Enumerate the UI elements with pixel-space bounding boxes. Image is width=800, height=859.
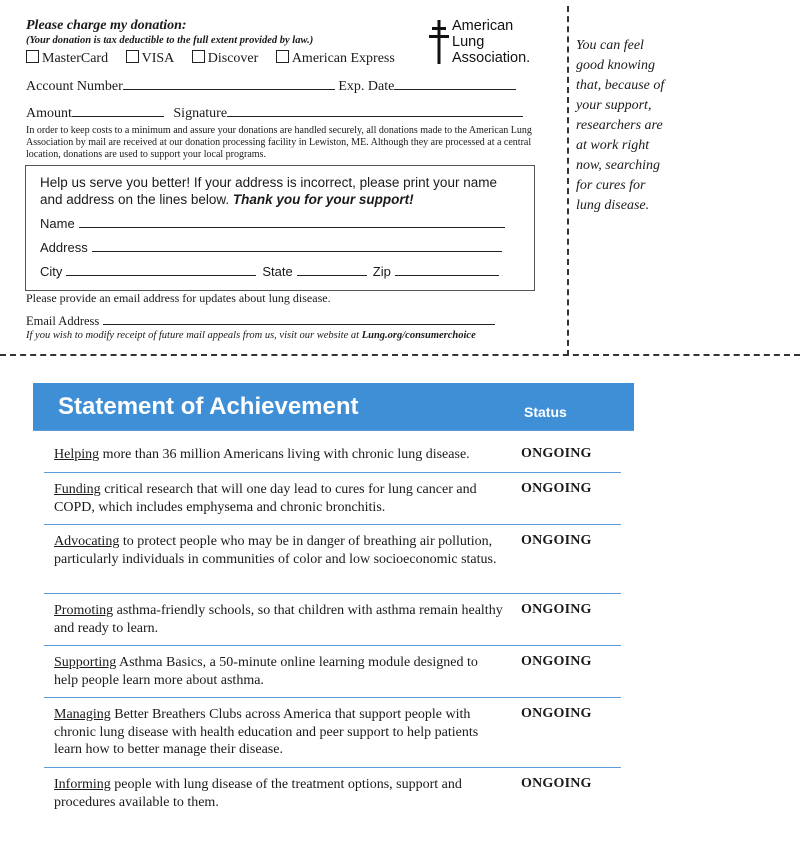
- modify-note: If you wish to modify receipt of future mail appeals from us, visit our website at Lung.org/consumerchoice: [26, 330, 476, 341]
- address-box-intro: Help us serve you better! If your address is incorrect, please print your name and address on the lines below. Thank you for your support!: [40, 175, 497, 207]
- email-row: [26, 311, 495, 329]
- name-row: [40, 214, 505, 231]
- address-field[interactable]: [92, 238, 502, 252]
- row-divider: [44, 645, 621, 646]
- card-options: [26, 50, 409, 67]
- name-label: Name: [40, 216, 75, 231]
- amount-field[interactable]: [72, 103, 164, 117]
- email-note: Please provide an email address for updates about lung disease.: [26, 291, 331, 305]
- signature-label: Signature: [173, 106, 228, 121]
- item-verb: Informing: [54, 777, 111, 792]
- achievement-item: [54, 533, 504, 568]
- mastercard-option[interactable]: MasterCard: [26, 51, 108, 66]
- account-label: Account Number: [26, 79, 123, 94]
- exp-date-field[interactable]: [394, 76, 516, 90]
- item-verb: Supporting: [54, 655, 117, 670]
- status-badge: ONGOING: [521, 481, 592, 496]
- checkbox-icon[interactable]: [192, 50, 205, 63]
- thanks-text: Thank you for your support!: [232, 192, 414, 207]
- address-row: [40, 238, 502, 255]
- banner-divider: [33, 430, 634, 431]
- status-badge: ONGOING: [521, 533, 592, 548]
- item-verb: Helping: [54, 447, 100, 462]
- item-text: to protect people who may be in danger of breathing air pollution, particularly individuals in communities of color and low socioeconomic status.: [54, 534, 497, 567]
- item-verb: Funding: [54, 482, 101, 497]
- email-label: Email Address: [26, 314, 100, 328]
- achievement-item: [54, 654, 504, 689]
- row-divider: [44, 593, 621, 594]
- tax-note: (Your donation is tax deductible to the full extent provided by law.): [26, 35, 314, 46]
- checkbox-icon[interactable]: [276, 50, 289, 63]
- side-message: You can feel good knowing that, because of your support, researchers are at work right now, searching for cures for lung disease.: [576, 38, 665, 213]
- ala-logo: [428, 18, 548, 66]
- amount-label: Amount: [26, 106, 72, 121]
- visa-option[interactable]: VISA: [126, 51, 175, 66]
- status-badge: ONGOING: [521, 654, 592, 669]
- city-label: City: [40, 264, 63, 279]
- achievement-item: [54, 446, 504, 464]
- state-field[interactable]: [297, 262, 367, 276]
- achievement-item: [54, 602, 504, 637]
- status-header: Status: [524, 404, 567, 420]
- processing-note: In order to keep costs to a minimum and assure your donations are handled securely, all donations made to the American Lung Association by mail are received at our donation processing facility in Lewiston, ME. Although they are processed at a central location, donations are used to support your local programs.: [26, 125, 532, 160]
- city-field[interactable]: [66, 262, 256, 276]
- zip-field[interactable]: [395, 262, 499, 276]
- signature-field[interactable]: [227, 103, 523, 117]
- amex-option[interactable]: American Express: [276, 51, 395, 66]
- logo-line: American: [452, 18, 514, 34]
- row-divider: [44, 697, 621, 698]
- row-divider: [44, 472, 621, 473]
- item-text: people with lung disease of the treatment options, support and procedures available to them.: [54, 777, 462, 810]
- amount-row: [26, 103, 523, 122]
- status-badge: ONGOING: [521, 706, 592, 721]
- item-verb: Advocating: [54, 534, 120, 549]
- item-verb: Promoting: [54, 603, 114, 618]
- exp-label: Exp. Date: [338, 79, 395, 94]
- lorraine-cross-icon: [428, 20, 450, 64]
- name-field[interactable]: [79, 214, 505, 228]
- checkbox-icon[interactable]: [26, 50, 39, 63]
- state-label: State: [262, 264, 293, 279]
- zip-label: Zip: [372, 264, 391, 279]
- achievement-item: [54, 481, 504, 516]
- account-number-field[interactable]: [123, 76, 335, 90]
- consumer-choice-link[interactable]: Lung.org/consumerchoice: [361, 330, 476, 341]
- discover-option[interactable]: Discover: [192, 51, 259, 66]
- item-text: more than 36 million Americans living with chronic lung disease.: [99, 447, 470, 462]
- donation-heading: Please charge my donation:: [26, 18, 187, 33]
- account-row: [26, 76, 516, 95]
- status-badge: ONGOING: [521, 776, 592, 791]
- horizontal-perforation: [0, 354, 800, 356]
- status-badge: ONGOING: [521, 446, 592, 461]
- item-text: asthma-friendly schools, so that children with asthma remain healthy and ready to learn.: [54, 603, 503, 636]
- logo-line: Association.: [452, 50, 531, 66]
- row-divider: [44, 767, 621, 768]
- item-text: critical research that will one day lead to cures for lung cancer and COPD, which includes emphysema and chronic bronchitis.: [54, 482, 477, 515]
- city-row: [40, 262, 499, 279]
- logo-line: Lung: [452, 34, 485, 50]
- address-label: Address: [40, 240, 88, 255]
- checkbox-icon[interactable]: [126, 50, 139, 63]
- achievement-item: [54, 776, 504, 811]
- email-field[interactable]: [103, 311, 495, 325]
- item-verb: Managing: [54, 707, 111, 722]
- status-badge: ONGOING: [521, 602, 592, 617]
- row-divider: [44, 524, 621, 525]
- achievement-title: Statement of Achievement: [58, 393, 359, 420]
- achievement-item: [54, 706, 504, 759]
- item-text: Asthma Basics, a 50-minute online learning module designed to help people learn more about asthma.: [54, 655, 478, 688]
- item-text: Better Breathers Clubs across America that support people with chronic lung disease with health education and peer support to help patients learn how to better manage their disease.: [54, 707, 479, 757]
- vertical-perforation: [567, 6, 569, 356]
